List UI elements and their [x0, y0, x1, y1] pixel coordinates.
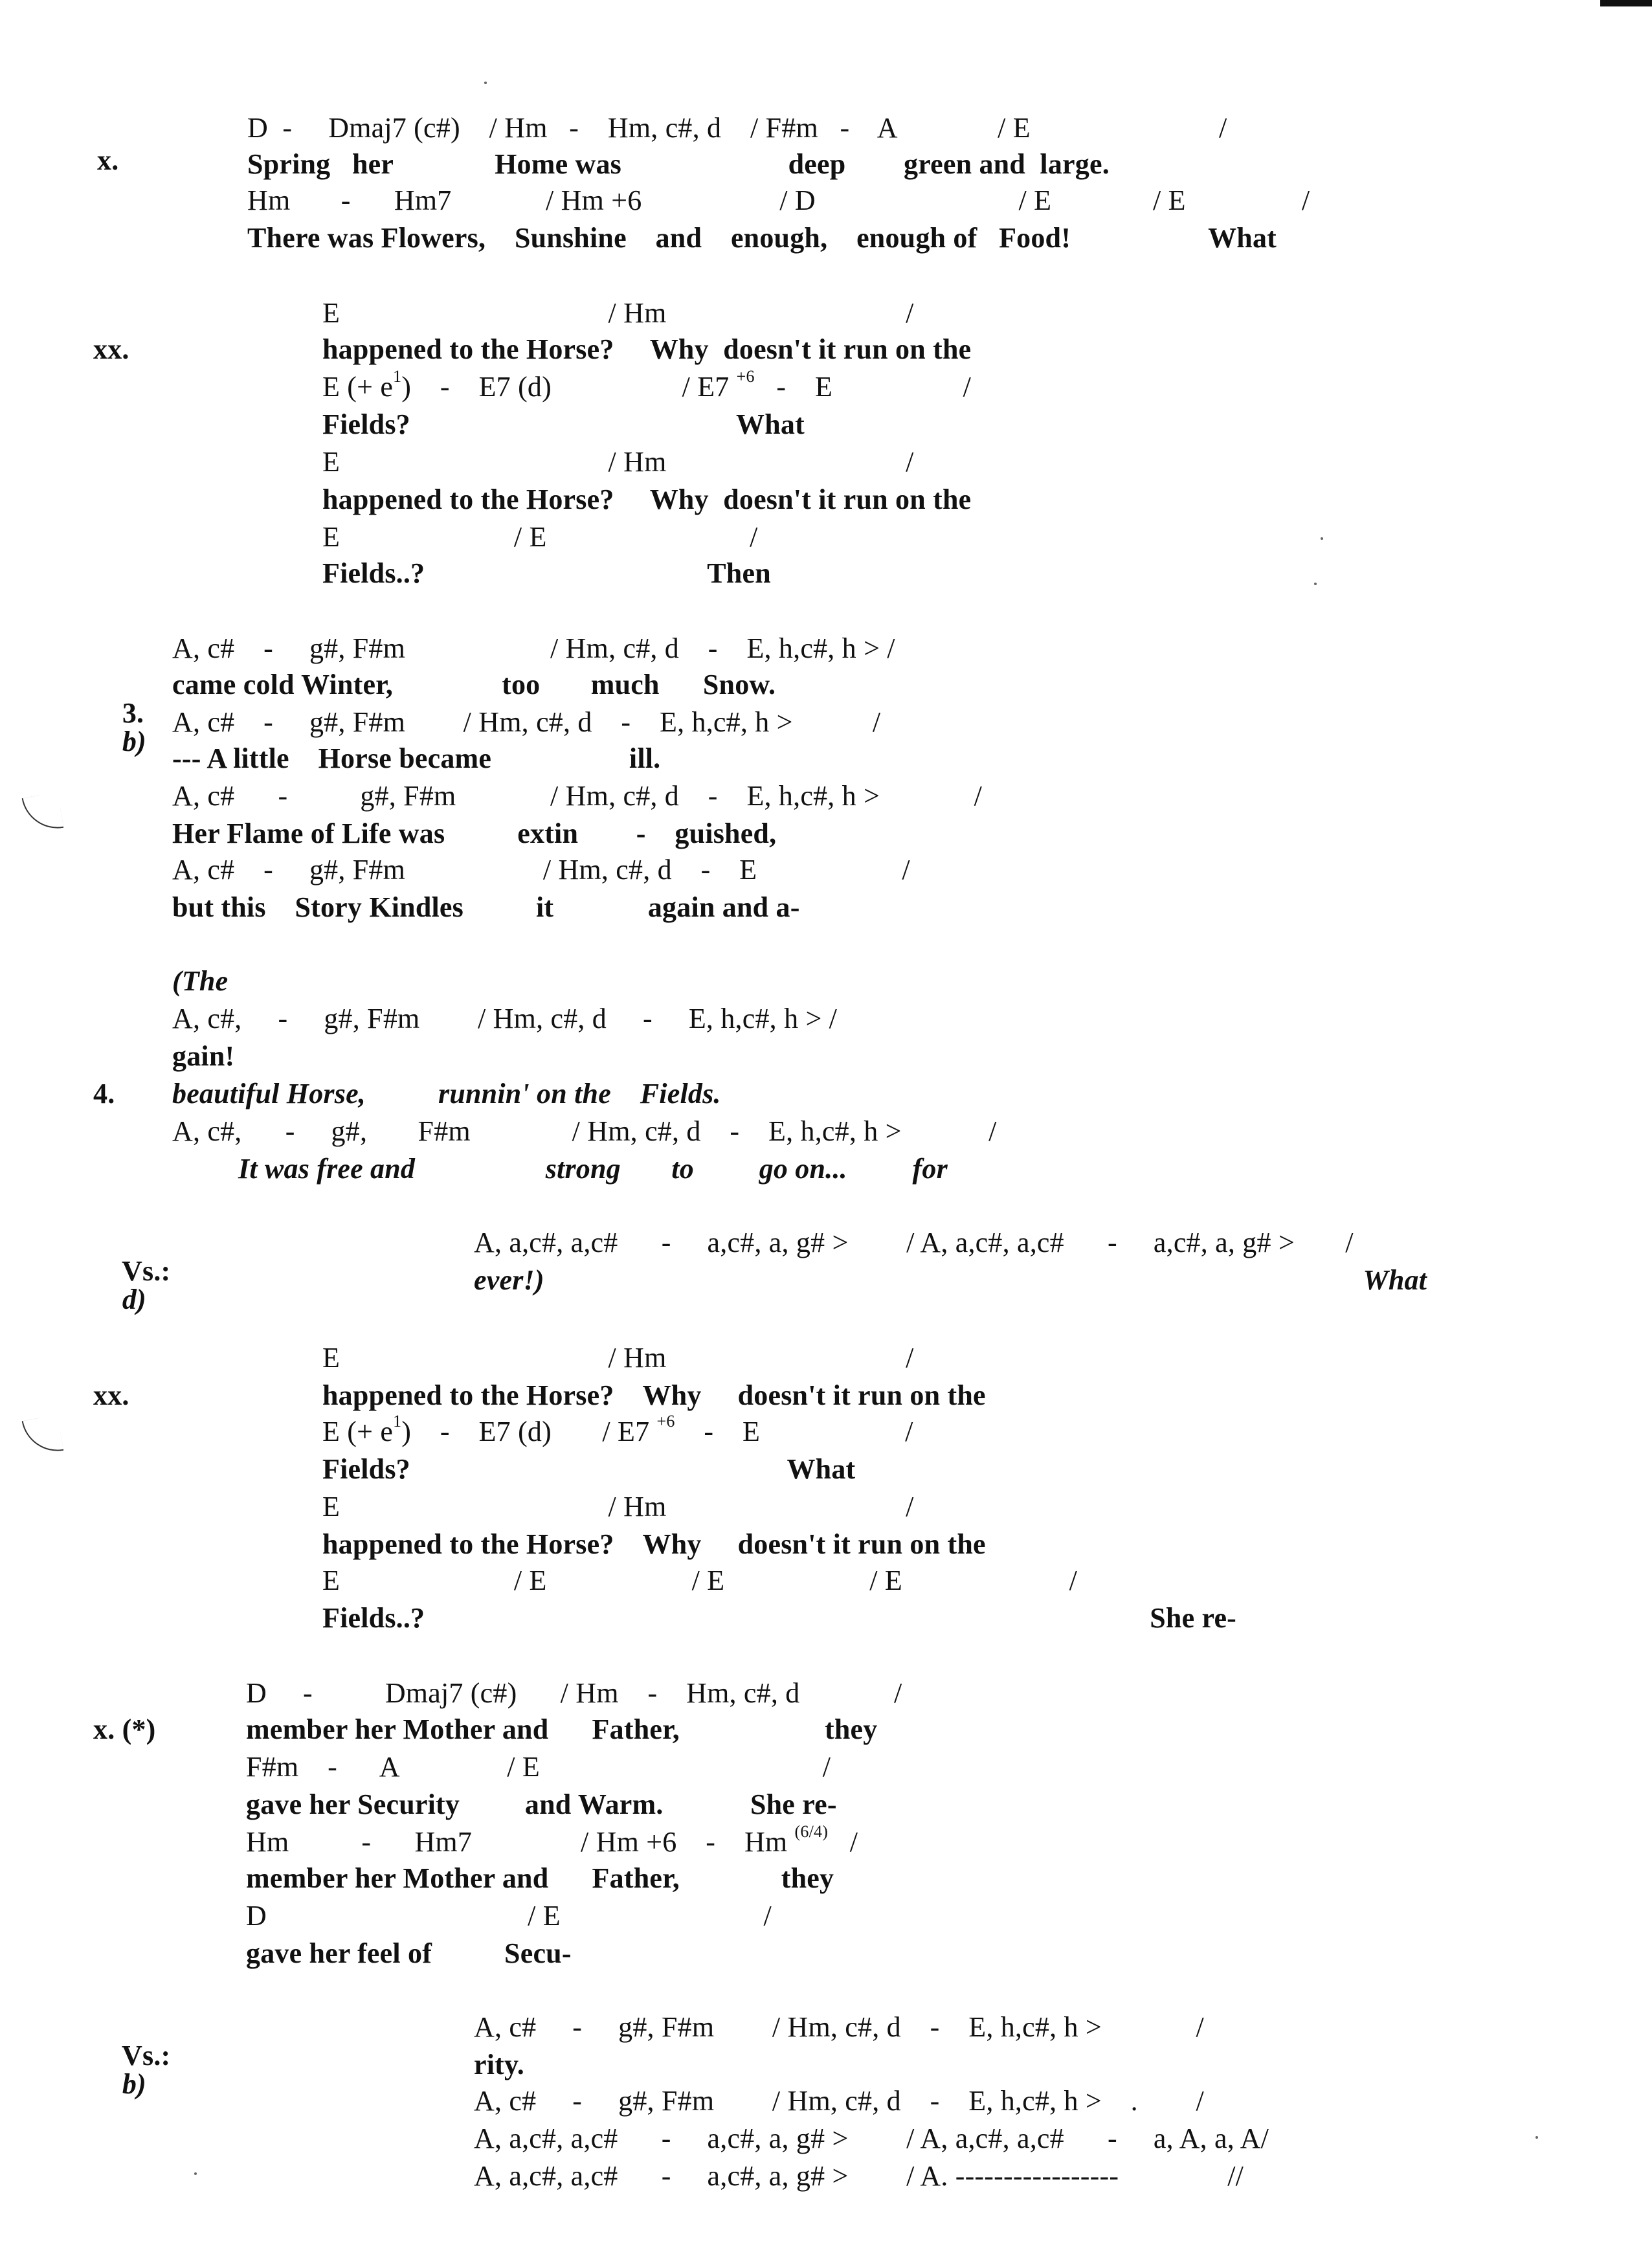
lyric-line: [474, 1266, 1427, 1295]
section-prefix: Vs.:: [122, 2040, 171, 2071]
lyric-line: gain!: [172, 1040, 235, 1072]
section-label-vs-b: [93, 2013, 192, 2127]
lyric-line: gave her feel of Secu-: [246, 1937, 572, 1969]
lyric-line: It was free and strong to go on... for: [238, 1153, 948, 1185]
lyric-line: Spring her Home was deep green and large.: [247, 148, 1110, 180]
scan-speck: [1321, 537, 1323, 540]
lyric-text: ever!) What: [474, 1264, 1427, 1296]
chord-line: A, c#, - g#, F#m / Hm, c#, d - E, h,c#, h > /: [172, 1115, 997, 1147]
chord-line: E / Hm /: [322, 1491, 914, 1522]
lyric-line: (The: [172, 965, 229, 997]
chord-line: A, c# - g#, F#m / Hm, c#, d - E /: [172, 854, 910, 886]
section-label-vs-d: [93, 1229, 170, 1343]
chord-line: D - Dmaj7 (c#) / Hm - Hm, c#, d /: [246, 1677, 902, 1709]
scan-speck: [1314, 583, 1317, 585]
chord-line: A, c# - g#, F#m / Hm, c#, d - E, h,c#, h > /: [172, 780, 983, 812]
chord-line: A, c# - g#, F#m / Hm, c#, d - E, h,c#, h > . /: [474, 2085, 1204, 2117]
section-label-x: x.: [97, 144, 119, 176]
scan-speck: [484, 82, 487, 84]
chord-line: [322, 1412, 913, 1447]
chord-line: E / E /: [322, 521, 758, 553]
chord-text: ) - E7 (d) / E7: [401, 1416, 657, 1447]
lyric-line: happened to the Horse? Why doesn't it run on the: [322, 333, 972, 365]
chord-text: /: [828, 1826, 858, 1858]
lyric-line: Fields..? Then: [322, 557, 771, 589]
section-label-3b: [93, 671, 146, 785]
chord-text: - E /: [675, 1416, 913, 1447]
lyric-line: beautiful Horse, runnin' on the Fields.: [172, 1078, 721, 1109]
section-prefix: Vs.:: [122, 1255, 171, 1287]
scan-speck: [1535, 2136, 1538, 2139]
chord-line: A, c# - g#, F#m / Hm, c#, d - E, h,c#, h > /: [474, 2011, 1204, 2043]
chord-superscript: +6: [736, 367, 755, 386]
scan-edge-mark: [1600, 0, 1652, 6]
section-number: 3.: [122, 697, 144, 729]
chord-text: ) - E7 (d) / E7: [401, 371, 737, 403]
chord-line: E / Hm /: [322, 446, 914, 478]
pencil-bracket-mark: [22, 1415, 64, 1457]
lyric-line: Fields? What: [322, 408, 805, 440]
lyric-line: happened to the Horse? Why doesn't it run on the: [322, 1379, 986, 1411]
lyric-line: but this Story Kindles it again and a-: [172, 891, 800, 923]
chord-line: E / Hm /: [322, 1342, 914, 1374]
lyric-line: member her Mother and Father, they: [246, 1862, 834, 1894]
scan-speck: [194, 2172, 197, 2175]
chord-line: A, c# - g#, F#m / Hm, c#, d - E, h,c#, h > /: [172, 706, 881, 738]
chord-text: Hm - Hm7 / Hm +6 - Hm: [246, 1826, 795, 1858]
lyric-line: Fields? What: [322, 1453, 856, 1485]
chord-line: [246, 1822, 858, 1858]
chord-line: E / Hm /: [322, 297, 914, 329]
chord-superscript: (6/4): [794, 1822, 829, 1841]
chord-line: A, a,c#, a,c# - a,c#, a, g# > / A. ----------------- //: [474, 2160, 1244, 2192]
lyric-line: happened to the Horse? Why doesn't it run on the: [322, 1528, 986, 1560]
lyric-line: There was Flowers, Sunshine and enough, enough of Food! What: [247, 222, 1277, 254]
section-letter: b): [122, 2068, 146, 2100]
lyric-line: happened to the Horse? Why doesn't it run on the: [322, 484, 972, 515]
chord-line: A, c#, - g#, F#m / Hm, c#, d - E, h,c#, h > /: [172, 1003, 838, 1034]
section-letter: b): [122, 726, 146, 757]
section-label-4: 4.: [93, 1078, 115, 1109]
chord-line: Hm - Hm7 / Hm +6 / D / E / E /: [247, 184, 1310, 216]
lyric-line: rity.: [474, 2049, 524, 2080]
chord-line: D / E /: [246, 1900, 772, 1932]
chord-line: A, c# - g#, F#m / Hm, c#, d - E, h,c#, h > /: [172, 632, 895, 664]
chord-line: A, a,c#, a,c# - a,c#, a, g# > / A, a,c#, a,c# - a, A, a, A/: [474, 2123, 1269, 2154]
lyric-line: --- A little Horse became ill.: [172, 742, 661, 774]
chord-superscript: 1: [393, 1412, 402, 1431]
lyric-line: Fields..? She re-: [322, 1602, 1237, 1634]
section-label-xx: xx.: [93, 333, 129, 365]
chord-text: - E /: [754, 371, 972, 403]
chord-text: E (+ e: [322, 1416, 394, 1447]
chord-line: A, a,c#, a,c# - a,c#, a, g# > / A, a,c#, a,c# - a,c#, a, g# > /: [474, 1227, 1354, 1258]
chord-text: E (+ e: [322, 371, 394, 403]
section-letter: d): [122, 1284, 146, 1315]
lyric-line: member her Mother and Father, they: [246, 1713, 878, 1745]
chord-line: [322, 367, 972, 403]
lyric-line: came cold Winter, too much Snow.: [172, 669, 776, 700]
chord-line: F#m - A / E /: [246, 1751, 831, 1783]
chord-line: E / E / E / E /: [322, 1565, 1078, 1596]
chord-superscript: +6: [656, 1412, 675, 1431]
chord-superscript: 1: [393, 367, 402, 386]
pencil-bracket-mark: [22, 792, 64, 834]
section-label-xx-2: xx.: [93, 1379, 129, 1411]
lyric-line: Her Flame of Life was extin - guished,: [172, 818, 777, 849]
section-label-x-star: x. (*): [93, 1713, 156, 1745]
lyric-line: gave her Security and Warm. She re-: [246, 1789, 837, 1820]
chord-line: D - Dmaj7 (c#) / Hm - Hm, c#, d / F#m - A / E /: [247, 112, 1227, 144]
